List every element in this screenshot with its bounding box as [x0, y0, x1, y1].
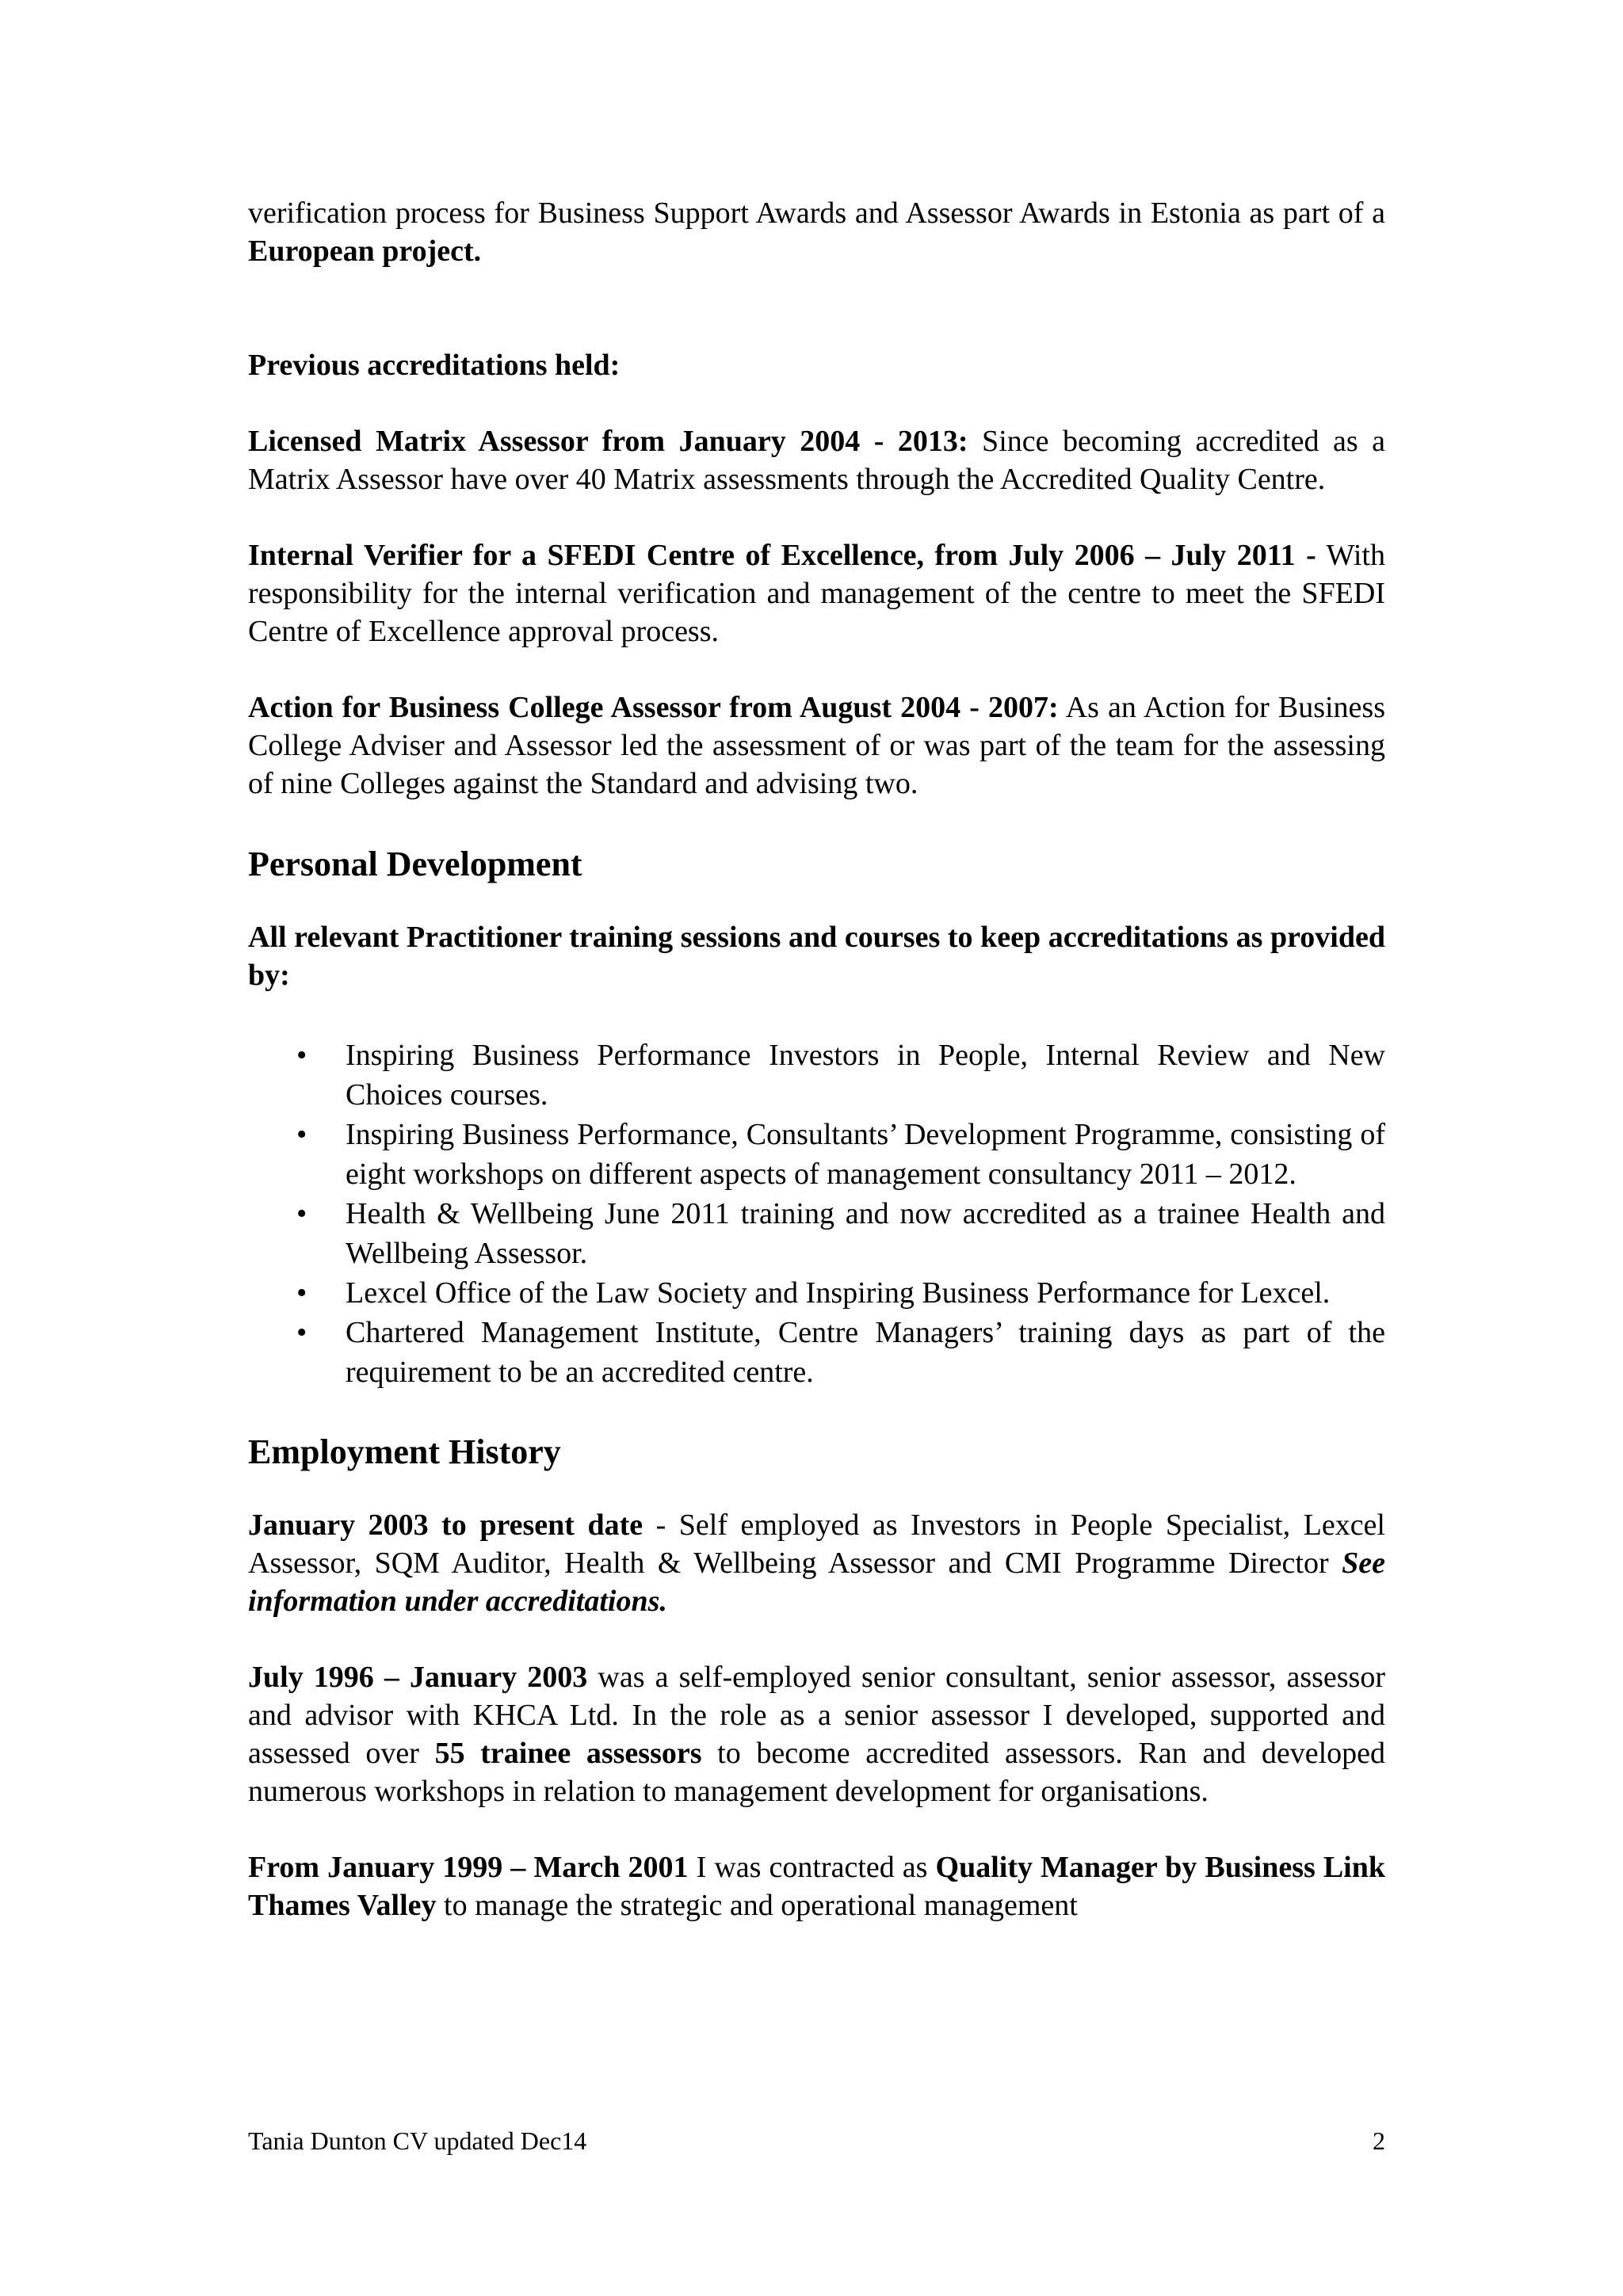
list-item: • Inspiring Business Performance Investors in People, Internal Review and New Choices courses.: [248, 1035, 1385, 1115]
accreditation-sfedi: [248, 536, 1385, 650]
accreditation-matrix: [248, 422, 1385, 498]
accreditation-text: With responsibility for the internal verification and management of the centre to meet the SFEDI Centre of Excellence approval process.: [248, 539, 1385, 648]
employment-history-heading: Employment History: [248, 1432, 561, 1471]
employment-emphasis: See information under accreditations.: [248, 1547, 1385, 1618]
employment-bold: 55 trainee assessors: [434, 1737, 702, 1770]
accreditation-text: As an Action for Business College Adviser and Assessor led the assessment of or was part of the team for the assessing of nine Colleges against the Standard and advising two.: [248, 691, 1385, 800]
personal-development-heading: Personal Development: [248, 845, 582, 883]
page-footer: [248, 2125, 1385, 2157]
accreditation-text: Since becoming accredited as a Matrix Assessor have over 40 Matrix assessments through the Accredited Quality Centre.: [248, 425, 1385, 496]
bullet-icon: •: [296, 1039, 307, 1072]
intro-text: verification process for Business Support Awards and Assessor Awards in Estonia as part of a: [248, 196, 1385, 230]
employment-date: January 2003 to present date: [248, 1508, 643, 1542]
accreditation-action-for-business: [248, 688, 1385, 803]
intro-bold: European project.: [248, 235, 482, 268]
document-page: [248, 194, 1385, 1924]
list-item: • Chartered Management Institute, Centre Managers’ training days as part of the requirement to be an accredited centre.: [248, 1313, 1385, 1392]
bullet-icon: •: [296, 1276, 307, 1310]
personal-development-intro: All relevant Practitioner training sessions and courses to keep accreditations as provided by:: [248, 921, 1385, 992]
previous-accreditations-heading: Previous accreditations held:: [248, 349, 621, 382]
footer-document-label: Tania Dunton CV updated Dec14: [248, 2126, 587, 2155]
accreditation-title: Action for Business College Assessor from August 2004 - 2007:: [248, 691, 1059, 724]
bullet-icon: •: [296, 1197, 307, 1230]
employment-bold: Quality Manager by Business Link Thames Valley: [248, 1851, 1386, 1922]
accreditation-title: Internal Verifier for a SFEDI Centre of Excellence, from July 2006 – July 2011 -: [248, 539, 1316, 572]
employment-entry-khca: July 1996 – January 2003 was a self-employed senior consultant, senior assessor, assessor and advisor with KHCA Ltd. In the role as a senior assessor I developed, supported and assessed over 55 trainee assessors to become accredited assessors. Ran and developed numerous workshops in relation to management development for organisations.: [248, 1661, 1385, 1808]
employment-entry-business-link: From January 1999 – March 2001 I was contracted as Quality Manager by Business Link Thames Valley to manage the strategic and operational management: [248, 1851, 1386, 1922]
intro-paragraph: [248, 194, 1385, 270]
list-item: • Health & Wellbeing June 2011 training and now accredited as a trainee Health and Wellbeing Assessor.: [248, 1194, 1385, 1273]
list-item: • Inspiring Business Performance, Consultants’ Development Programme, consisting of eight workshops on different aspects of management consultancy 2011 – 2012.: [248, 1115, 1385, 1194]
accreditation-title: Licensed Matrix Assessor from January 2004 - 2013:: [248, 425, 968, 458]
page-number: 2: [1373, 2126, 1385, 2155]
employment-date: July 1996 – January 2003: [248, 1661, 588, 1694]
list-item: • Lexcel Office of the Law Society and Inspiring Business Performance for Lexcel.: [248, 1273, 1385, 1313]
employment-entry-current: January 2003 to present date - Self employed as Investors in People Specialist, Lexcel Assessor, SQM Auditor, Health & Wellbeing Assessor and CMI Programme Director See information under accreditations.: [248, 1508, 1385, 1618]
bullet-icon: •: [296, 1316, 307, 1349]
training-list: [248, 1035, 1385, 1392]
bullet-icon: •: [296, 1118, 307, 1151]
employment-date: From January 1999 – March 2001: [248, 1851, 689, 1884]
